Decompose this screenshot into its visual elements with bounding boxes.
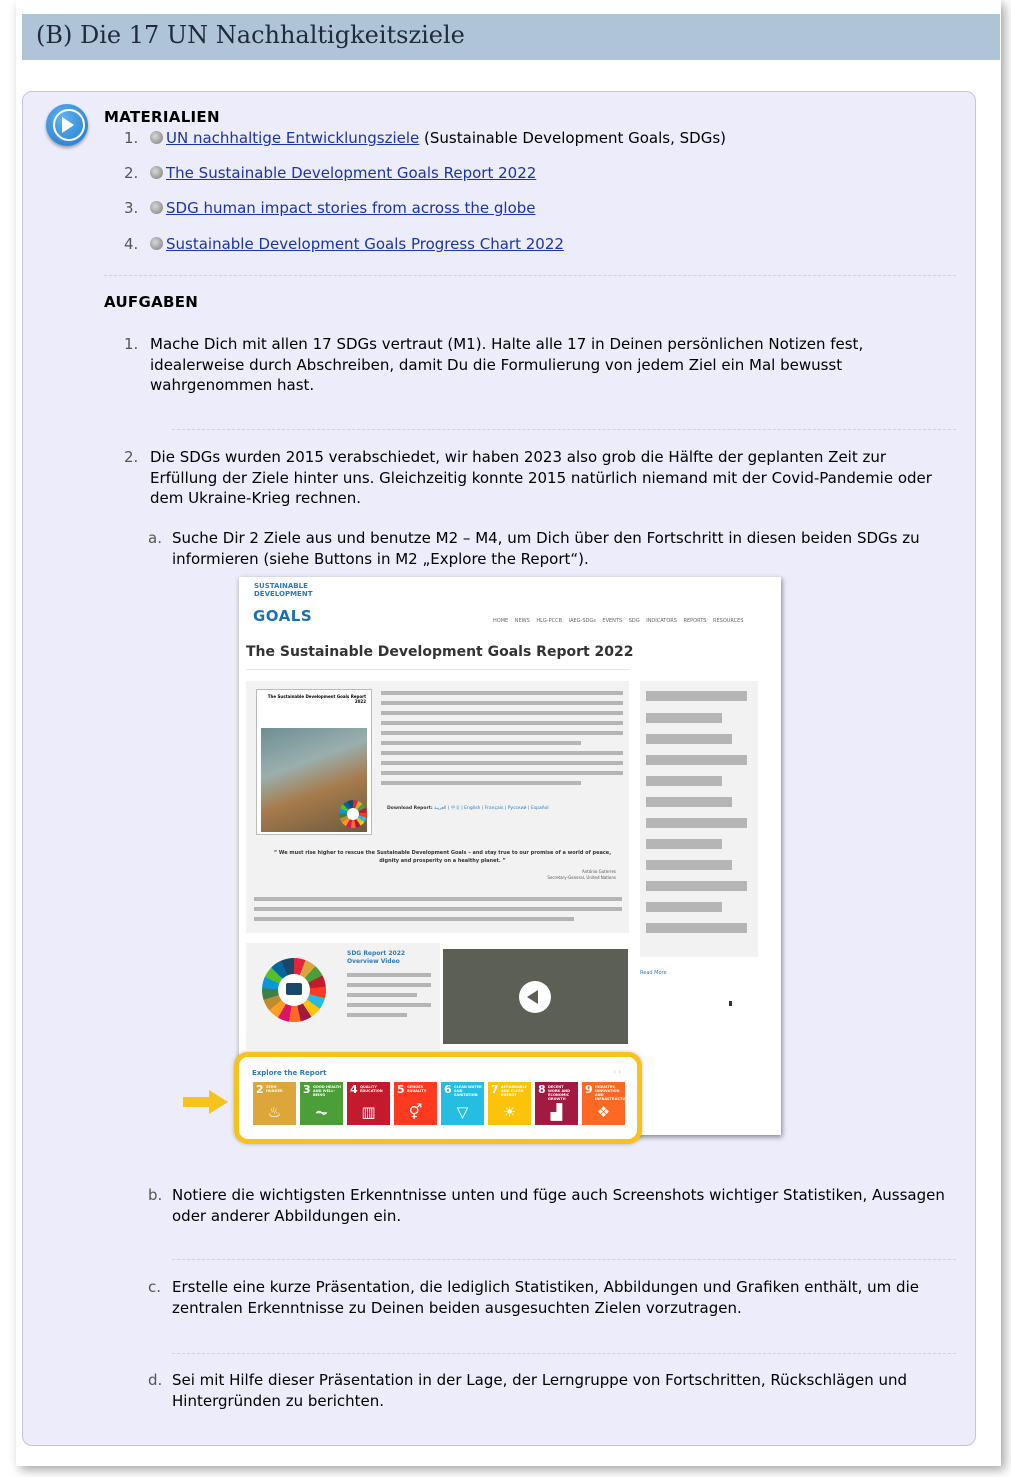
water-icon: ▽ <box>456 1103 469 1121</box>
placeholder-line <box>646 691 747 701</box>
subtask-a-text: Suche Dir 2 Ziele aus und benutze M2 – M4, um Dich über den Fortschritt in diesen beiden SDGs zu informieren (siehe Buttons in M2 „Explore the Report“). <box>172 529 920 568</box>
placeholder-line <box>381 751 623 755</box>
placeholder-line <box>347 993 417 997</box>
placeholder-line <box>381 761 623 765</box>
tile-number: 8 <box>538 1083 546 1096</box>
placeholder-line <box>381 721 623 725</box>
material-link-3[interactable]: SDG human impact stories from across the globe <box>166 199 536 217</box>
tile-number: 5 <box>397 1083 405 1096</box>
placeholder-line <box>646 755 747 765</box>
sdg-tile-8[interactable] <box>535 1082 578 1125</box>
tile-caption: GENDER EQUALITY <box>407 1085 427 1093</box>
cursor-icon <box>729 1001 732 1006</box>
divider <box>104 275 956 276</box>
divider <box>172 429 956 430</box>
quote-author: António Guterres Secretary-General, United Nations <box>547 869 616 880</box>
placeholder-line <box>381 741 581 745</box>
material-item-1 <box>124 129 726 147</box>
task-1 <box>124 334 924 396</box>
video-camera-icon <box>286 983 302 995</box>
tile-number: 9 <box>585 1083 593 1096</box>
subtask-letter: a. <box>148 529 162 547</box>
material-number: 1. <box>124 129 139 147</box>
sdg-tiles <box>253 1082 631 1125</box>
cover-photo <box>261 728 367 832</box>
explore-report-panel <box>234 1052 642 1144</box>
task-2 <box>124 447 944 509</box>
placeholder-line <box>381 701 623 705</box>
sdg-wheel-icon <box>339 800 367 828</box>
material-number: 4. <box>124 235 139 253</box>
material-suffix: (Sustainable Development Goals, SDGs) <box>419 129 726 147</box>
tile-caption: GOOD HEALTH AND WELL-BEING <box>313 1085 341 1097</box>
sun-icon: ☀ <box>502 1103 517 1121</box>
subtask-b <box>148 1185 954 1226</box>
placeholder-line <box>646 923 747 933</box>
placeholder-line <box>254 907 622 911</box>
material-link-2[interactable]: The Sustainable Development Goals Report 2022 <box>166 164 537 182</box>
placeholder-line <box>347 1003 431 1007</box>
report-cover <box>256 689 372 835</box>
subtask-d-text: Sei mit Hilfe dieser Präsentation in der Lage, der Lerngruppe von Fortschritten, Rückschlägen und Hintergründen zu berichten. <box>172 1371 908 1410</box>
placeholder-line <box>381 771 623 775</box>
download-links: Download Report: العربية | 中文 | English | Français | Русский | Español <box>387 806 549 811</box>
divider <box>172 1353 956 1354</box>
tile-caption: ZERO HUNGER <box>266 1085 283 1093</box>
pointer-arrow-icon <box>183 1097 211 1107</box>
video-intro-box <box>246 943 440 1049</box>
placeholder-line <box>646 902 722 912</box>
divider <box>172 1259 956 1260</box>
placeholder-line <box>381 691 623 695</box>
placeholder-line <box>646 881 747 891</box>
section-title: (B) Die 17 UN Nachhaltigkeitsziele <box>36 21 465 49</box>
task-1-text: Mache Dich mit allen 17 SDGs vertraut (M1). Halte alle 17 in Deinen persönlichen Notizen fest, idealerweise durch Abschreiben, damit Du die Formulierung von jedem Ziel ein Mal bewusst wahrgenommen hast. <box>150 335 864 394</box>
tile-caption: AFFORDABLE AND CLEAN ENERGY <box>501 1085 528 1097</box>
task-2-text: Die SDGs wurden 2015 verabschiedet, wir haben 2023 also grob die Hälfte der geplanten Zeit zur Erfüllung der Ziele hinter uns. Gleichzeitig konnte 2015 natürlich niemand mit der Covid-Pandemie oder dem Ukraine-Krieg rechnen. <box>150 448 932 507</box>
globe-icon <box>150 237 163 250</box>
material-number: 2. <box>124 164 139 182</box>
placeholder-line <box>254 917 574 921</box>
tasks-heading: AUFGABEN <box>104 293 199 311</box>
placeholder-line <box>347 973 431 977</box>
book-icon: ▥ <box>361 1103 376 1121</box>
material-number: 3. <box>124 199 139 217</box>
sdg-tile-7[interactable] <box>488 1082 531 1125</box>
subtask-d <box>148 1370 948 1411</box>
tile-number: 4 <box>350 1083 358 1096</box>
report-title: The Sustainable Development Goals Report 2022 <box>246 644 634 660</box>
subtask-letter: c. <box>148 1278 162 1296</box>
tile-number: 2 <box>256 1083 264 1096</box>
tile-caption: INDUSTRY, INNOVATION AND INFRASTRUCTURE <box>595 1085 631 1101</box>
divider <box>246 669 629 670</box>
tile-caption: DECENT WORK AND ECONOMIC GROWTH <box>548 1085 571 1101</box>
site-nav: HOME NEWS HLG-PCCB IAEG-SDGs EVENTS SDG INDICATORS REPORTS RESOURCES <box>493 618 744 624</box>
gender-icon: ⚥ <box>408 1103 423 1121</box>
placeholder-line <box>347 1013 407 1017</box>
video-play-icon[interactable] <box>519 981 551 1013</box>
subtask-a <box>148 528 948 569</box>
subtask-letter: b. <box>148 1186 163 1204</box>
material-item-3 <box>124 199 536 217</box>
tile-number: 3 <box>303 1083 311 1096</box>
sdg-tile-6[interactable] <box>441 1082 484 1125</box>
pointer-arrow-icon <box>209 1090 228 1114</box>
placeholder-line <box>381 781 581 785</box>
globe-icon <box>150 201 163 214</box>
placeholder-line <box>347 983 431 987</box>
placeholder-line <box>646 818 747 828</box>
carousel-arrows-icon[interactable]: ‹ › <box>613 1068 621 1076</box>
placeholder-line <box>646 860 732 870</box>
material-item-2 <box>124 164 536 182</box>
section-header <box>22 14 1000 60</box>
placeholder-line <box>646 839 722 849</box>
sdg-tile-2[interactable] <box>253 1082 296 1125</box>
subtask-c <box>148 1277 948 1318</box>
material-link-4[interactable]: Sustainable Development Goals Progress Chart 2022 <box>166 235 564 253</box>
globe-icon <box>150 166 163 179</box>
subtask-b-text: Notiere die wichtigsten Erkenntnisse unten und füge auch Screenshots wichtiger Statistiken, Aussagen oder anderer Abbildungen ein. <box>172 1186 945 1225</box>
materials-heading: MATERIALIEN <box>104 108 220 126</box>
placeholder-line <box>646 734 732 744</box>
placeholder-line <box>254 897 622 901</box>
sidebar-placeholder <box>640 681 758 957</box>
sdg-logo: GOALS <box>253 607 313 625</box>
tile-number: 6 <box>444 1083 452 1096</box>
placeholder-line <box>381 711 623 715</box>
material-item-4 <box>124 235 564 253</box>
heartbeat-icon: ⏦ <box>315 1103 328 1121</box>
sdg-logo-text: SUSTAINABLE DEVELOPMENT <box>254 582 313 598</box>
sdg-tile-3[interactable] <box>300 1082 343 1125</box>
sdg-tile-5[interactable] <box>394 1082 437 1125</box>
cubes-icon: ❖ <box>596 1103 611 1121</box>
placeholder-line <box>646 797 732 807</box>
play-icon[interactable] <box>46 104 88 146</box>
sdg-tile-9[interactable] <box>582 1082 631 1125</box>
task-number: 2. <box>124 448 139 466</box>
overview-video[interactable] <box>443 949 628 1044</box>
task-number: 1. <box>124 335 139 353</box>
quote: “ We must rise higher to rescue the Sustainable Development Goals – and stay true to our promise of a world of peace, dignity and prosperity on a healthy planet. ” <box>273 850 612 864</box>
subtask-letter: d. <box>148 1371 163 1389</box>
bowl-icon: ♨ <box>267 1103 282 1121</box>
subtask-c-text: Erstelle eine kurze Präsentation, die lediglich Statistiken, Abbildungen und Grafiken enthält, um die zentralen Erkenntnisse zu Deinen beiden ausgesuchten Zielen vorzutragen. <box>172 1278 919 1317</box>
placeholder-line <box>646 776 722 786</box>
cover-title: The Sustainable Development Goals Report 2022 <box>267 694 366 704</box>
tile-caption: QUALITY EDUCATION <box>360 1085 383 1093</box>
report-intro-box <box>246 681 629 933</box>
tile-number: 7 <box>491 1083 499 1096</box>
globe-icon <box>150 131 163 144</box>
video-title: SDG Report 2022 Overview Video <box>347 950 406 965</box>
read-more-link[interactable]: Read More <box>640 970 667 976</box>
placeholder-line <box>381 731 623 735</box>
growth-chart-icon: ▟ <box>550 1103 563 1121</box>
tile-caption: CLEAN WATER AND SANITATION <box>454 1085 482 1097</box>
material-link-1[interactable]: UN nachhaltige Entwicklungsziele <box>166 129 420 147</box>
explore-title: Explore the Report <box>252 1069 327 1077</box>
sdg-tile-4[interactable] <box>347 1082 390 1125</box>
placeholder-line <box>646 713 722 723</box>
